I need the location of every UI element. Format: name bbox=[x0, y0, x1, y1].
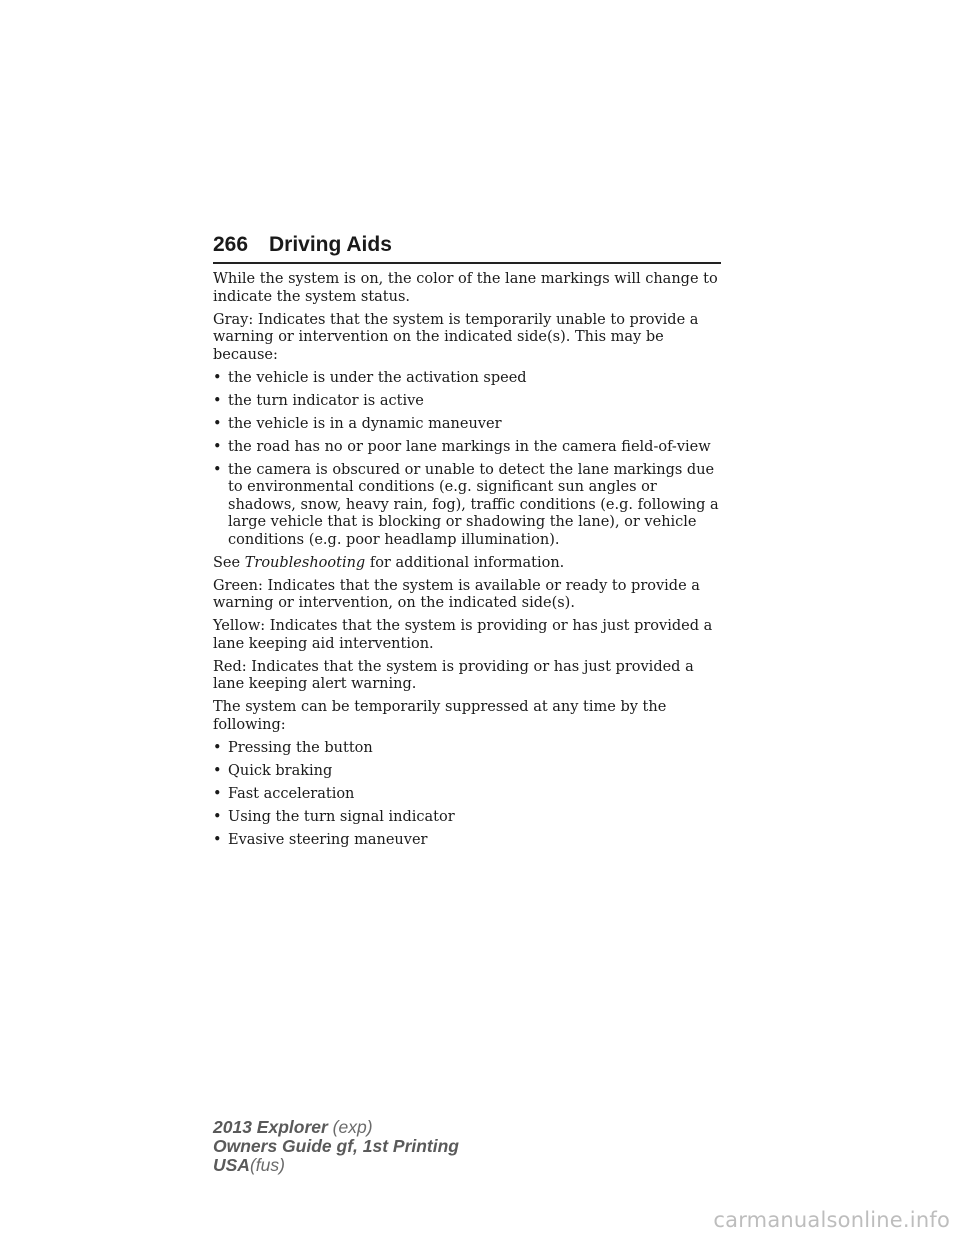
bullet-icon: • bbox=[213, 762, 222, 779]
suppress-paragraph: The system can be temporarily suppressed at any time by the following: bbox=[213, 699, 667, 733]
list-item: • the turn indicator is active bbox=[213, 392, 424, 409]
gray-reasons-list bbox=[213, 370, 725, 550]
yellow-status-paragraph: Yellow: Indicates that the system is providing or has just provided a lane keeping aid intervention. bbox=[213, 618, 713, 652]
red-status-paragraph: Red: Indicates that the system is providing or has just provided a lane keeping alert warning. bbox=[213, 658, 694, 692]
gray-status-paragraph: Gray: Indicates that the system is temporarily unable to provide a warning or intervention on the indicated side(s). This may be because: bbox=[213, 311, 699, 363]
bullet-icon: • bbox=[213, 461, 222, 478]
bullet-icon: • bbox=[213, 415, 222, 432]
list-item: • Evasive steering maneuver bbox=[213, 831, 428, 848]
footer-line-3: USA(fus) bbox=[213, 1155, 285, 1175]
bullet-icon: • bbox=[213, 392, 222, 409]
page-number: 266 bbox=[213, 233, 249, 256]
list-item: • the vehicle is under the activation speed bbox=[213, 369, 527, 386]
bullet-icon: • bbox=[213, 739, 222, 756]
suppress-list bbox=[213, 740, 725, 850]
green-status-paragraph: Green: Indicates that the system is available or ready to provide a warning or intervention, on the indicated side(s). bbox=[213, 577, 700, 611]
footer-line-1: 2013 Explorer (exp) bbox=[213, 1117, 373, 1137]
list-item: • the camera is obscured or unable to detect the lane markings due to environmental conditions (e.g. significant sun angles or shadows, snow, heavy rain, fog), traffic conditions (e.g. following a large vehicle that is blocking or shadowing the lane), or vehicle conditions (e.g. poor headlamp illumination). bbox=[213, 461, 719, 548]
bullet-icon: • bbox=[213, 785, 222, 802]
bullet-icon: • bbox=[213, 369, 222, 386]
page-content bbox=[213, 271, 725, 855]
footer-line-2: Owners Guide gf, 1st Printing bbox=[213, 1136, 459, 1156]
watermark: carmanualsonline.info bbox=[713, 1208, 950, 1232]
list-item: • the road has no or poor lane markings in the camera field-of-view bbox=[213, 438, 711, 455]
page-footer bbox=[213, 1118, 459, 1175]
list-item: • Quick braking bbox=[213, 762, 333, 779]
list-item: • Using the turn signal indicator bbox=[213, 808, 455, 825]
list-item: • Pressing the button bbox=[213, 739, 373, 756]
list-item: • the vehicle is in a dynamic maneuver bbox=[213, 415, 502, 432]
section-title: Driving Aids bbox=[269, 233, 392, 256]
bullet-icon: • bbox=[213, 438, 222, 455]
bullet-icon: • bbox=[213, 831, 222, 848]
list-item: • Fast acceleration bbox=[213, 785, 355, 802]
troubleshooting-reference: Troubleshooting bbox=[244, 554, 366, 571]
page-header bbox=[213, 232, 721, 264]
bullet-icon: • bbox=[213, 808, 222, 825]
intro-paragraph: While the system is on, the color of the lane markings will change to indicate the system status. bbox=[213, 271, 718, 305]
see-troubleshooting-paragraph: See Troubleshooting for additional information. bbox=[213, 554, 565, 571]
